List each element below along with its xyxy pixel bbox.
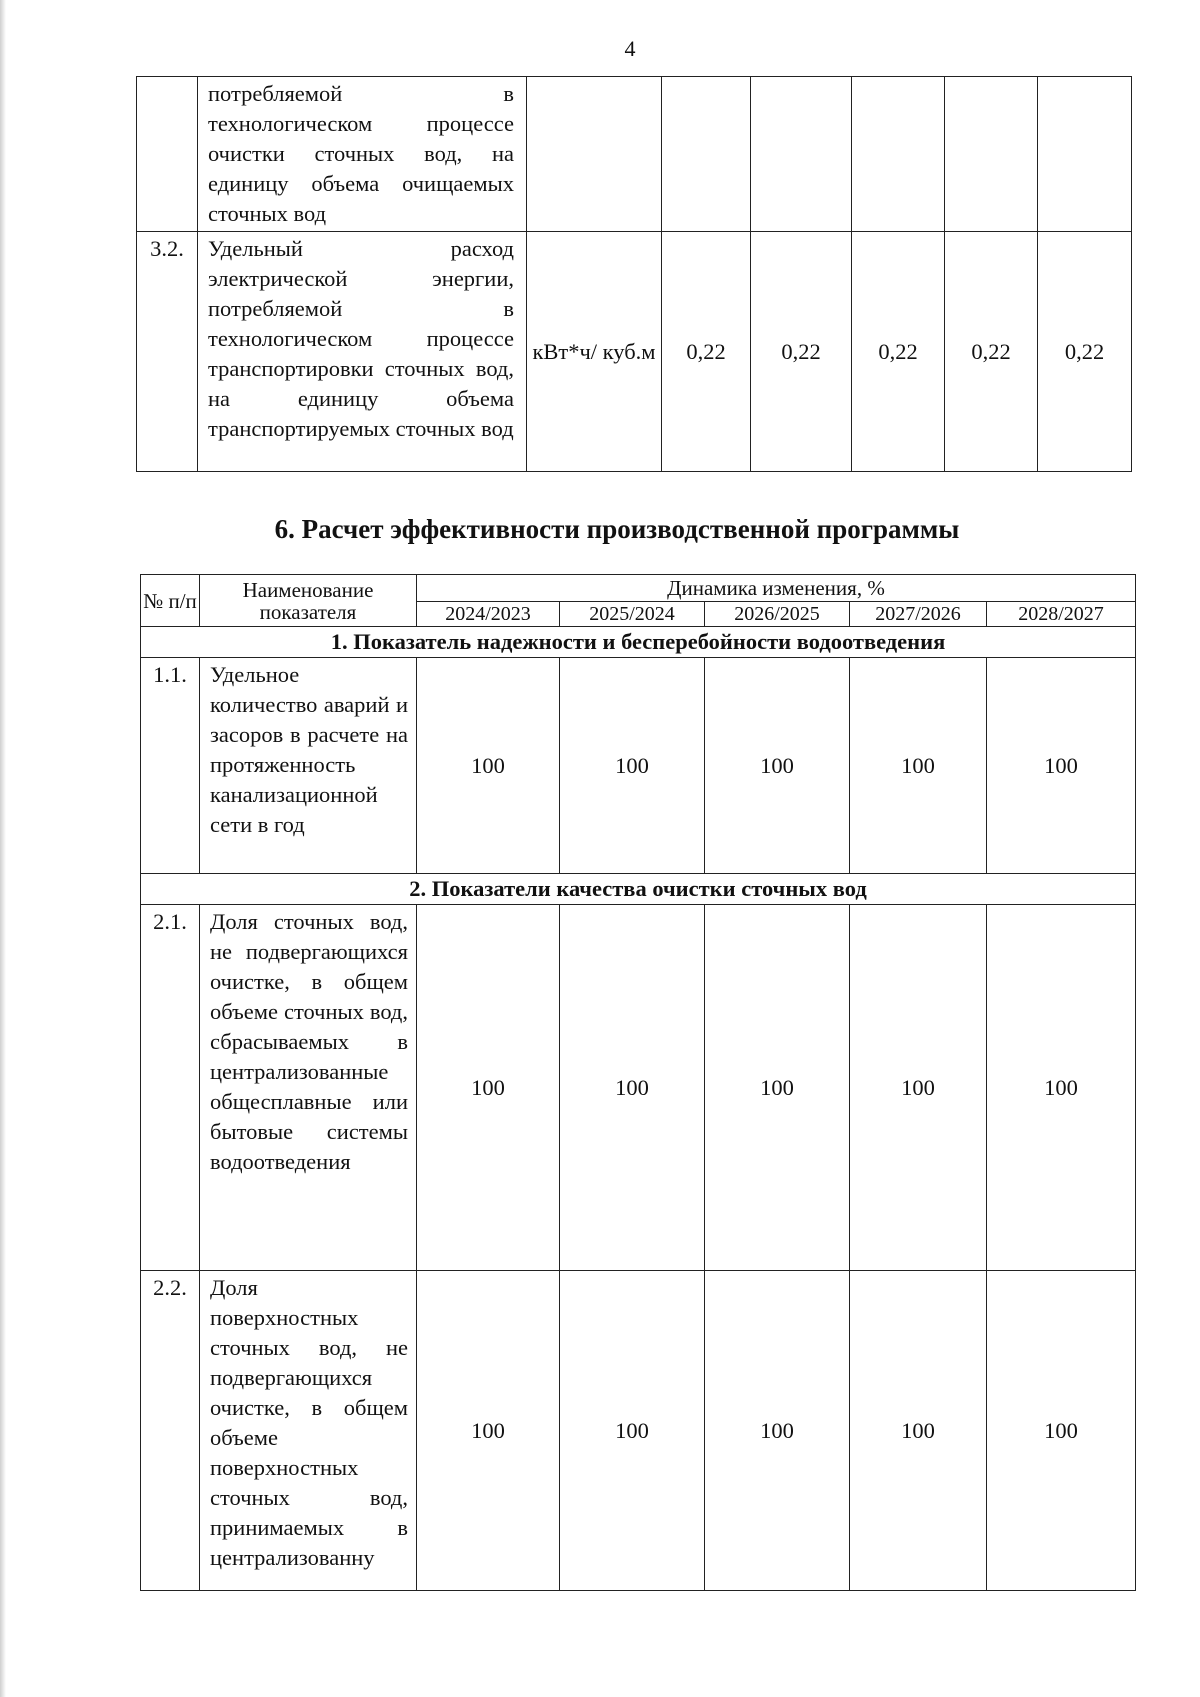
value-cell: 100 [850,658,987,874]
indicator-name: Доля поверхностных сточных вод, не подвергающихся очистке, в общем объеме поверхностных сточных вод, принимаемых в централизованну [200,1271,417,1591]
header-year: 2028/2027 [987,602,1136,627]
value-cell: 0,22 [1038,232,1132,472]
group-title: 2. Показатели качества очистки сточных вод [141,874,1136,905]
value-cell [662,77,751,232]
value-cell: 0,22 [662,232,751,472]
section-title: 6. Расчет эффективности производственной программы [274,514,960,544]
row-number: 2.1. [141,905,200,1271]
header-year: 2024/2023 [417,602,560,627]
row-number: 3.2. [137,232,198,472]
header-name: Наименование показателя [200,575,417,627]
value-cell [852,77,945,232]
unit-cell [527,77,662,232]
value-cell: 0,22 [945,232,1038,472]
row-number: 2.2. [141,1271,200,1591]
value-cell: 0,22 [852,232,945,472]
value-cell: 100 [987,905,1136,1271]
scan-edge-shadow [0,0,6,1697]
header-year: 2025/2024 [560,602,705,627]
value-cell: 100 [987,1271,1136,1591]
indicator-name: Доля сточных вод, не подвергающихся очистке, в общем объеме сточных вод, сбрасываемых в централизованные общесплавные или бытовые системы водоотведения [200,905,417,1271]
energy-consumption-table [136,76,1132,472]
table-row [141,658,1136,874]
table-row [141,1271,1136,1591]
indicator-name: Удельный расход электрической энергии, потребляемой в технологическом процессе транспортировки сточных вод, на единицу объема транспортируемых сточных вод [198,232,527,472]
row-number: 1.1. [141,658,200,874]
value-cell: 100 [560,905,705,1271]
row-number [137,77,198,232]
table-row [141,905,1136,1271]
value-cell: 100 [705,905,850,1271]
value-cell [945,77,1038,232]
group-title: 1. Показатель надежности и бесперебойности водоотведения [141,627,1136,658]
unit-cell: кВт*ч/ куб.м [527,232,662,472]
value-cell: 100 [560,1271,705,1591]
value-cell: 0,22 [751,232,852,472]
value-cell: 100 [705,1271,850,1591]
table-row [137,77,1132,232]
value-cell: 100 [417,905,560,1271]
value-cell [751,77,852,232]
group-row [141,874,1136,905]
header-year: 2027/2026 [850,602,987,627]
value-cell: 100 [850,1271,987,1591]
value-cell [1038,77,1132,232]
header-year: 2026/2025 [705,602,850,627]
header-dynamics: Динамика изменения, % [417,575,1136,602]
value-cell: 100 [417,658,560,874]
efficiency-table [140,574,1136,1591]
value-cell: 100 [850,905,987,1271]
value-cell: 100 [560,658,705,874]
page-number: 4 [624,36,636,61]
value-cell: 100 [705,658,850,874]
table-row [137,232,1132,472]
indicator-name: Удельное количество аварий и засоров в расчете на протяженность канализационной сети в год [200,658,417,874]
value-cell: 100 [417,1271,560,1591]
indicator-name: потребляемой в технологическом процессе очистки сточных вод, на единицу объема очищаемых сточных вод [198,77,527,232]
group-row [141,627,1136,658]
value-cell: 100 [987,658,1136,874]
header-row [141,575,1136,602]
header-number: № п/п [141,575,200,627]
